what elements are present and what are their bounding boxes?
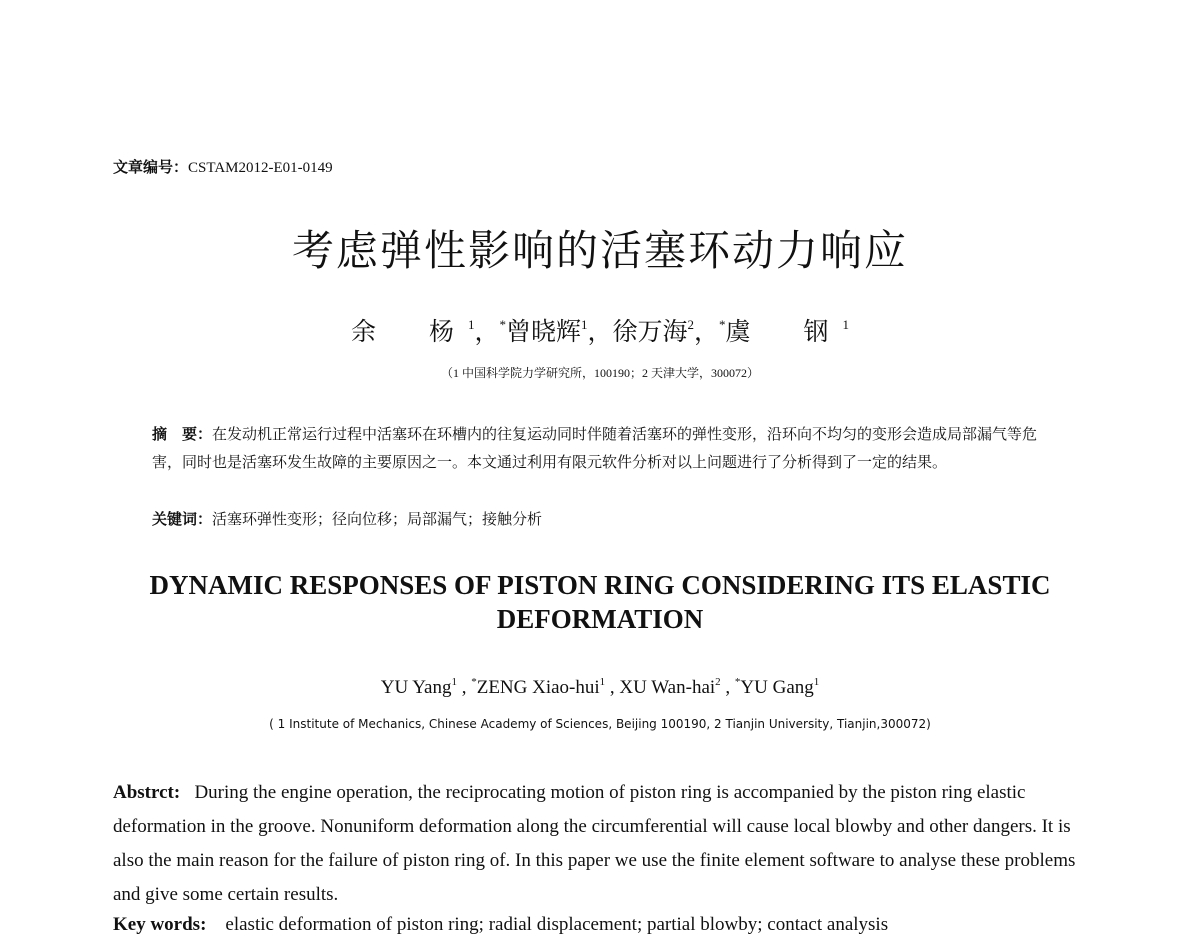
en-author-3: XU Wan-hai$^2$ [619,676,721,698]
chinese-affiliation: （1 中国科学院力学研究所，100190；2 天津大学，300072） [440,366,759,380]
cn-author-1: 余 杨$^1$ [350,317,475,346]
article-number [113,156,333,177]
english-affiliation: ( 1 Institute of Mechanics, Chinese Academy of Sciences, Beijing 100190, 2 Tianjin University, Tianjin,300072) [269,717,931,731]
en-author-4: *YU Gang$^1$ [734,676,820,698]
en-keywords-label: Key words: [113,914,207,935]
english-authors: YU Yang$^1$ , *ZENG Xiao-hui$^1$ , XU Wan-hai$^2$ , *YU Gang$^1$ [380,676,820,698]
en-abstract-text: During the engine operation, the reciprocating motion of piston ring is accompanied by the piston ring elastic deformation in the groove. Nonuniform deformation along the circumferential will cause local blowby and other dangers. It is also the main reason for the failure of piston ring of. In this paper we use the finite element software to analyse these problems and give some certain results. [113,782,1076,905]
en-keywords-text: elastic deformation of piston ring; radial displacement; partial blowby; contact analysis [225,914,889,935]
chinese-keywords [152,508,542,529]
cn-author-2: *曾晓辉$^1$ [499,317,588,346]
english-abstract [113,776,1089,912]
cn-keywords-text: 活塞环弹性变形；径向位移；局部漏气；接触分析 [212,512,543,528]
chinese-abstract [152,420,1062,477]
cn-keywords-label: 关键词： [152,510,213,528]
cn-abstract-label: 摘 要： [152,425,213,443]
cn-author-3: 徐万海$^2$ [612,317,695,346]
cn-author-4: *虞 钢$^1$ [719,317,850,346]
cn-abstract-text: 在发动机正常运行过程中活塞环在环槽内的往复运动同时伴随着活塞环的弹性变形，沿环向不均匀的变形会造成局部漏气等危害，同时也是活塞环发生故障的主要原因之一。本文通过利用有限元软件分析对以上问题进行了分析得到了一定的结果。 [152,427,1038,471]
chinese-authors: 余 杨$^1$，*曾晓辉$^1$，徐万海$^2$，*虞 钢$^1$ [350,317,850,346]
en-author-1: YU Yang$^1$ [380,676,457,698]
english-title: DYNAMIC RESPONSES OF PISTON RING CONSIDERING ITS ELASTIC DEFORMATION [149,570,1051,634]
article-number-value: CSTAM2012-E01-0149 [188,160,333,176]
article-number-label: 文章编号： [113,158,189,176]
en-abstract-label: Abstrct: [113,782,181,803]
english-keywords [113,914,888,936]
en-author-2: *ZENG Xiao-hui$^1$ [471,676,606,698]
chinese-title: 考虑弹性影响的活塞环动力响应 [291,226,908,275]
